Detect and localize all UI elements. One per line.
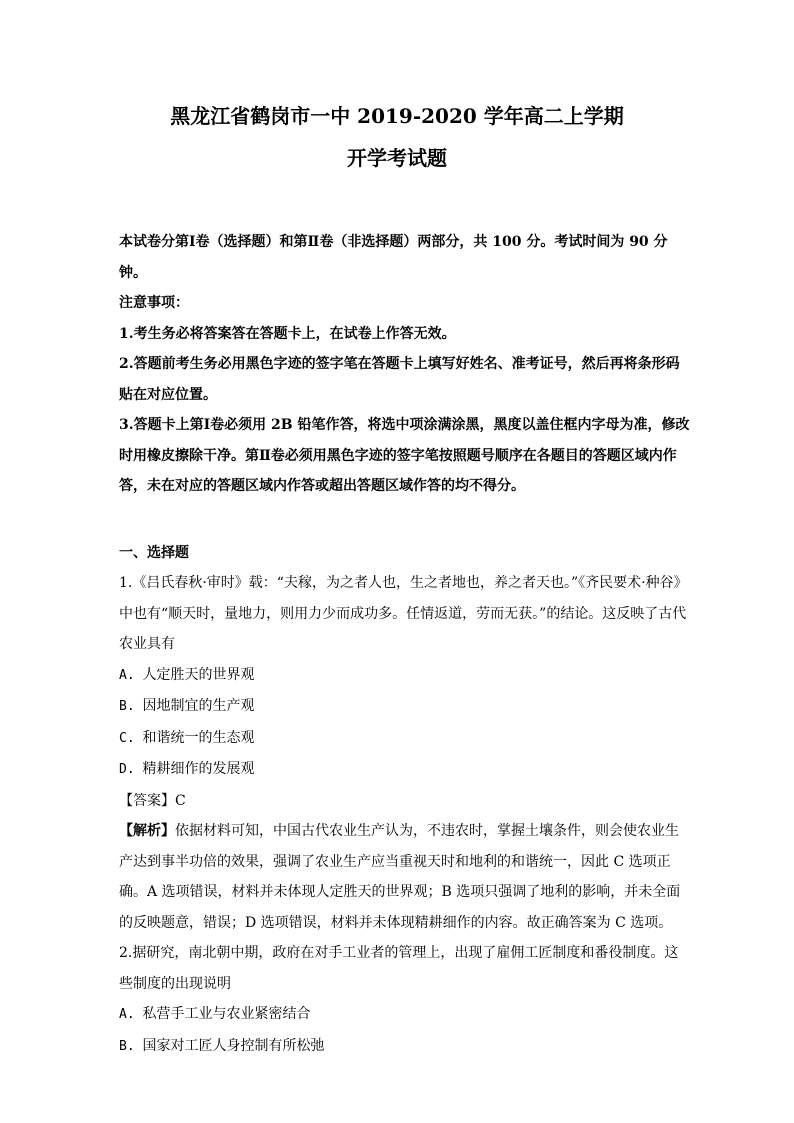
option-text: 国家对工匠人身控制有所松弛 bbox=[142, 1037, 325, 1054]
notice-item-1: 1.考生务必将答案答在答题卡上，在试卷上作答无效。 bbox=[119, 325, 456, 342]
question-2 bbox=[119, 938, 691, 1062]
option-text: 精耕细作的发展观 bbox=[142, 761, 255, 777]
answer-label: 【答案】 bbox=[119, 792, 175, 809]
notice-heading: 注意事项： bbox=[119, 295, 189, 311]
option-letter: C. bbox=[119, 730, 135, 746]
answer-line bbox=[119, 786, 691, 817]
option-a bbox=[119, 660, 691, 692]
section-title: 一、选择题 bbox=[119, 544, 189, 561]
option-letter: D. bbox=[119, 762, 135, 777]
document-title-line2: 开学考试题 bbox=[347, 146, 447, 170]
document-body bbox=[119, 227, 691, 1062]
document-title-line1: 黑龙江省鹤岗市一中 2019-2020 学年高二上学期 bbox=[170, 104, 624, 128]
question-stem: 2.据研究，南北朝中期，政府在对手工业者的管理上，出现了雇佣工匠制度和番役制度。这些制度的出现说明 bbox=[119, 945, 679, 992]
option-text: 人定胜天的世界观 bbox=[142, 666, 255, 683]
option-letter: B. bbox=[119, 699, 135, 714]
question-stem: 1.《吕氏春秋·审时》载：“夫稼，为之者人也，生之者地也，养之者天也。”《齐民要术·种谷》中也有“顺天时，量地力，则用力少而成功多。任情返道，劳而无获。”的结论。这反映了古代农业具有 bbox=[119, 575, 688, 652]
analysis-paragraph bbox=[119, 816, 691, 938]
analysis-text: 依据材料可知，中国古代农业生产认为，不违农时，掌握土壤条件，则会使农业生产达到事半功倍的效果，强调了农业生产应当重视天时和地利的和谐统一，因此 C 选项正确。A 选项错误，材料并未体现人定胜天的世界观；B 选项只强调了地利的影响，并未全面的反映题意，错误；D 选项错误，材料并未体现精耕细作的内容。故正确答案为 C 选项。 bbox=[119, 823, 681, 931]
exam-intro: 本试卷分第Ⅰ卷（选择题）和第Ⅱ卷（非选择题）两部分，共 100 分。考试时间为 90 分钟。 bbox=[119, 234, 668, 281]
exam-notice bbox=[119, 227, 691, 502]
notice-item-3: 3.答题卡上第Ⅰ卷必须用 2B 铅笔作答，将选中项涂满涂黑，黑度以盖住框内字母为准，修改时用橡皮擦除干净。第Ⅱ卷必须用黑色字迹的签字笔按照题号顺序在各题目的答题区域内作答，未在对应的答题区域内作答或超出答题区域作答的均不得分。 bbox=[119, 417, 690, 494]
option-letter: B. bbox=[119, 1038, 135, 1054]
question-1 bbox=[119, 568, 691, 938]
option-letter: A. bbox=[119, 1007, 135, 1022]
option-letter: A. bbox=[119, 667, 135, 683]
notice-item-2: 2.答题前考生务必用黑色字迹的签字笔在答题卡上填写好姓名、准考证号，然后再将条形码贴在对应位置。 bbox=[119, 356, 680, 403]
analysis-label: 【解析】 bbox=[119, 823, 175, 839]
option-c bbox=[119, 723, 691, 755]
option-a bbox=[119, 999, 691, 1031]
answer-value: C bbox=[175, 792, 186, 809]
option-b bbox=[119, 691, 691, 723]
option-b bbox=[119, 1031, 691, 1063]
option-text: 因地制宜的生产观 bbox=[142, 698, 255, 714]
option-d bbox=[119, 754, 691, 786]
option-text: 和谐统一的生态观 bbox=[142, 729, 255, 746]
section-gap bbox=[119, 502, 691, 538]
option-text: 私营手工业与农业紧密结合 bbox=[142, 1006, 311, 1022]
